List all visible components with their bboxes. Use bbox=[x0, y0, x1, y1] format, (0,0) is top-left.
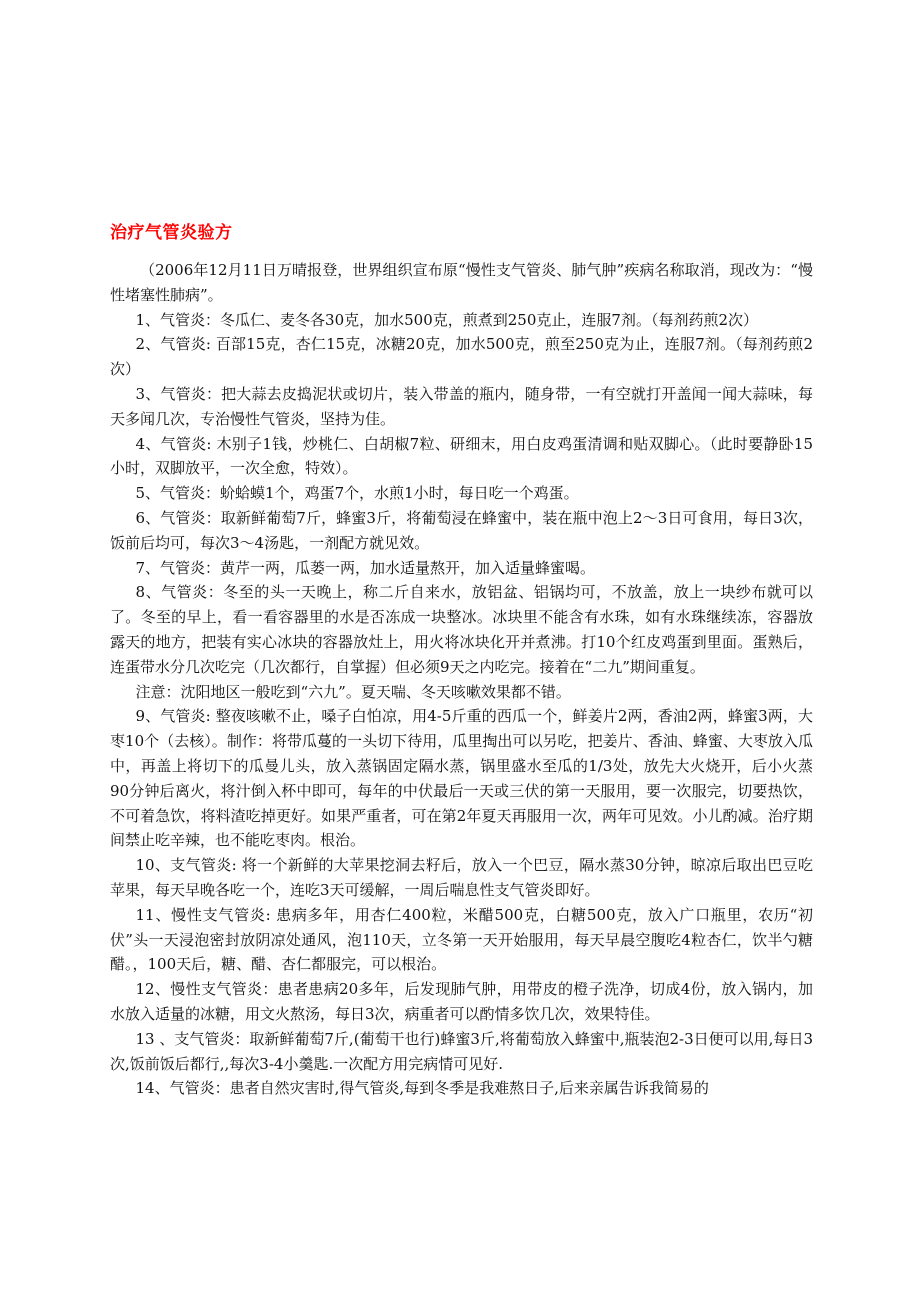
document-title: 治疗气管炎验方 bbox=[110, 223, 233, 243]
intro-paragraph: （2006年12月11日万晴报登，世界组织宣布原“慢性支气管炎、肺气肿”疾病名称取消，现改为：“慢性堵塞性肺病”。 bbox=[110, 261, 813, 304]
remedy-paragraph: 14、气管炎：患者自然灾害时,得气管炎,每到冬季是我难熬日子,后来亲属告诉我简易的 bbox=[135, 1079, 709, 1098]
remedy-paragraph: 11、慢性支气管炎: 患病多年，用杏仁400粒，米醋500克，白糖500克，放入广口瓶里，农历“初伏”头一天浸泡密封放阴凉处通风，泡110天，立冬第一天开始服用，每天早晨空腹吃4粒杏仁，饮半勺糖醋。，100天后，糖、醋、杏仁都服完，可以根治。 bbox=[110, 905, 813, 974]
remedy-paragraph: 8、气管炎：冬至的头一天晚上，称二斤自来水，放铝盆、铝锅均可，不放盖，放上一块纱布就可以了。冬至的早上，看一看容器里的水是否冻成一块整冰。冰块里不能含有水珠，如有水珠继续冻，容器放露天的地方，把装有实心冰块的容器放灶上，用火将冰块化开并煮沸。打10个红皮鸡蛋到里面。蛋熟后，连蛋带水分几次吃完（几次都行，自掌握）但必须9天之内吃完。接着在“二九”期间重复。 bbox=[110, 583, 813, 676]
remedy-paragraph: 7、气管炎：黄芹一两，瓜蒌一两，加水适量熬开，加入适量蜂蜜喝。 bbox=[135, 558, 596, 577]
document-body bbox=[110, 258, 813, 1101]
remedy-paragraph: 4、气管炎: 木别子1钱，炒桃仁、白胡椒7粒、研细末，用白皮鸡蛋清调和贴双脚心。（此时要静卧15小时，双脚放平，一次全愈，特效）。 bbox=[110, 434, 813, 478]
note-paragraph: 注意：沈阳地区一般吃到“六九”。夏天喘、冬天咳嗽效果都不错。 bbox=[135, 682, 571, 701]
remedy-paragraph: 6、气管炎：取新鲜葡萄7斤，蜂蜜3斤，将葡萄浸在蜂蜜中，装在瓶中泡上2～3日可食用，每日3次，饭前后均可，每次3～4汤匙，一剂配方就见效。 bbox=[110, 508, 813, 552]
remedy-paragraph: 12、慢性支气管炎：患者患病20多年，后发现肺气肿，用带皮的橙子洗净，切成4份，放入锅内，加水放入适量的冰糖，用文火熬汤，每日3次，病重者可以酌情多饮几次，效果特佳。 bbox=[110, 980, 813, 1023]
remedy-paragraph: 2、气管炎: 百部15克，杏仁15克，冰糖20克，加水500克，煎至250克为止，连服7剂。（每剂药煎2次） bbox=[110, 335, 813, 379]
remedy-paragraph: 5、气管炎：蚧蛤蟆1个，鸡蛋7个，水煎1小时，每日吃一个鸡蛋。 bbox=[135, 484, 579, 503]
remedy-paragraph: 1、气管炎：冬瓜仁、麦冬各30克，加水500克，煎煮到250克止，连服7剂。（每剂药煎2次） bbox=[135, 310, 758, 329]
remedy-paragraph: 10、支气管炎: 将一个新鲜的大苹果挖洞去籽后，放入一个巴豆，隔水蒸30分钟，晾凉后取出巴豆吃苹果，每天早晚各吃一个，连吃3天可缓解，一周后喘息性支气管炎即好。 bbox=[110, 856, 813, 899]
remedy-paragraph: 9、气管炎: 整夜咳嗽不止，嗓子白怕凉，用4-5斤重的西瓜一个，鲜姜片2两，香油2两，蜂蜜3两，大枣10个（去核）。制作：将带瓜蔓的一头切下待用，瓜里掏出可以另吃，把姜片、香油、蜂蜜、大枣放入瓜中，再盖上将切下的瓜曼儿头，放入蒸锅固定隔水蒸，锅里盛水至瓜的1/3处，放先大火烧开，后小火蒸90分钟后离火，将汁倒入杯中即可，每年的中伏最后一天或三伏的第一天服用，要一次服完，切要热饮，不可着急饮，将料渣吃掉更好。如果严重者，可在第2年夏天再服用一次，两年可见效。小儿酌减。治疗期间禁止吃辛辣，也不能吃枣肉。根治。 bbox=[110, 707, 813, 850]
remedy-paragraph: 13 、支气管炎：取新鲜葡萄7斤,(葡萄干也行)蜂蜜3斤,将葡萄放入蜂蜜中,瓶装泡2-3日便可以用,每日3次,饭前饭后都行,,每次3-4小羹匙.一次配方用完病情可见好. bbox=[110, 1029, 813, 1073]
remedy-paragraph: 3、气管炎：把大蒜去皮捣泥状或切片，装入带盖的瓶内，随身带，一有空就打开盖闻一闻大蒜味，每天多闻几次，专治慢性气管炎，坚持为佳。 bbox=[110, 384, 813, 428]
